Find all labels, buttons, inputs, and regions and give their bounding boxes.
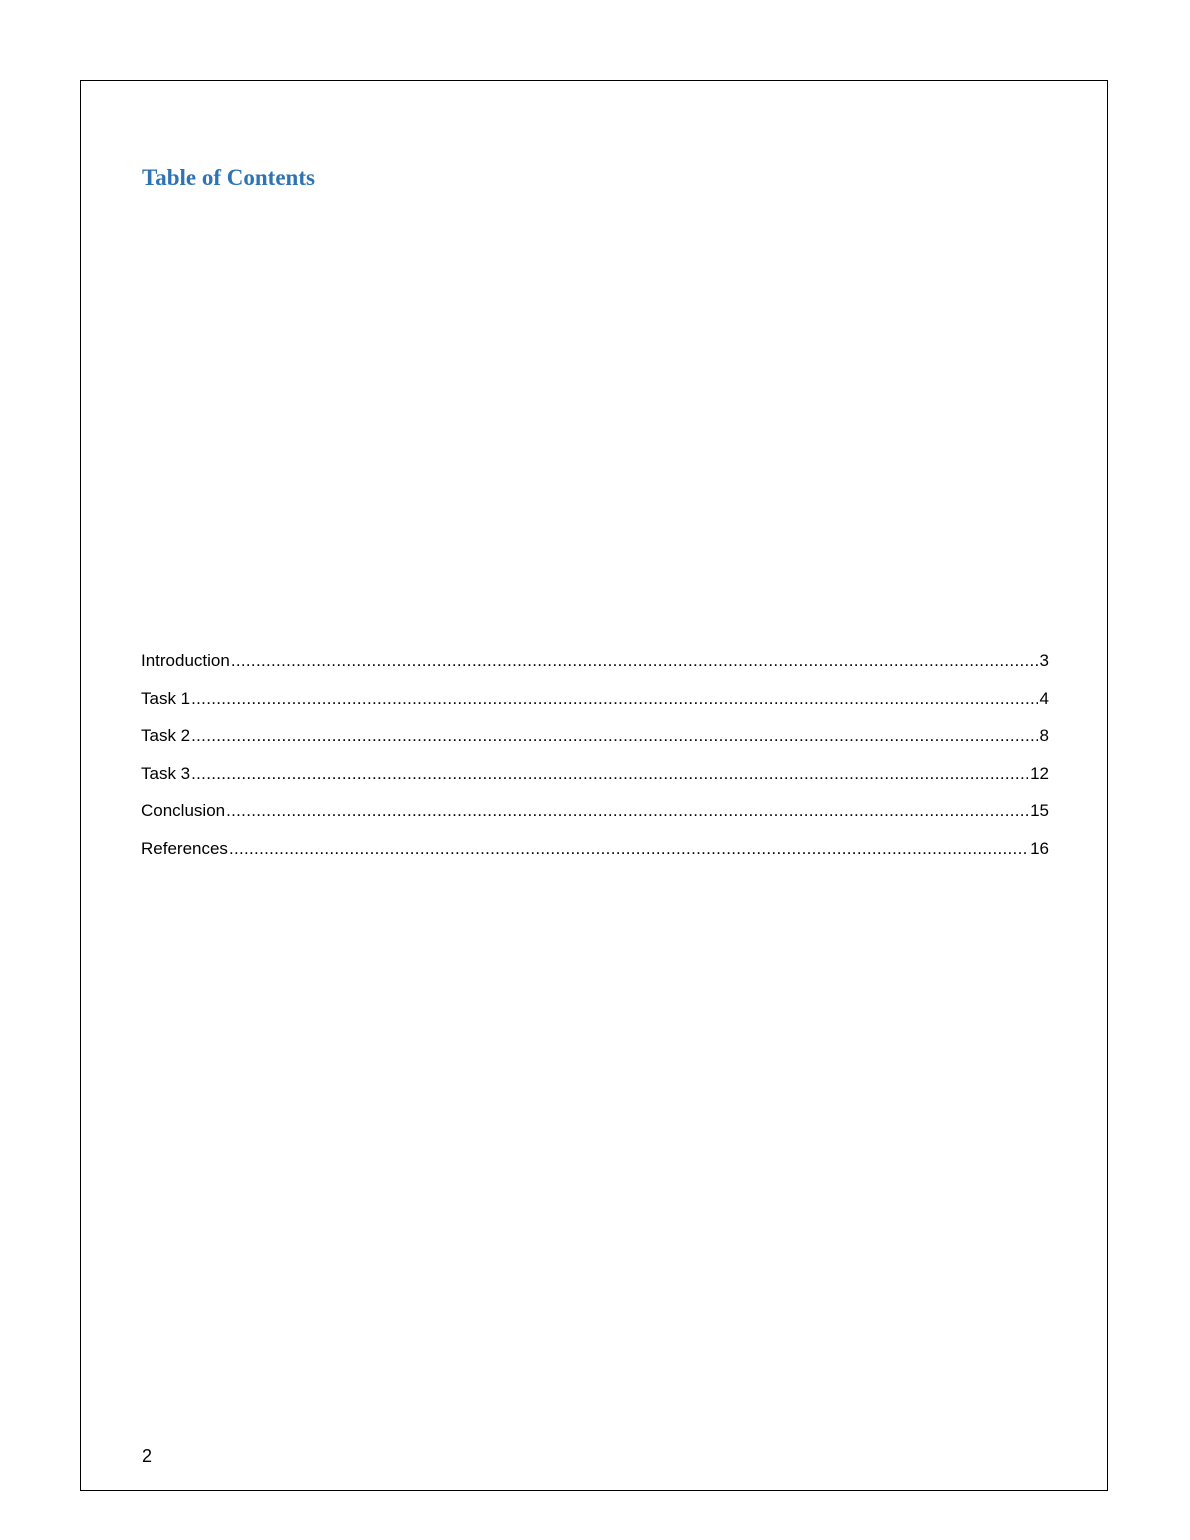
toc-entry-page: 16 [1030,838,1049,858]
toc-entry-title: Task 2 [141,726,191,745]
toc-entry-references[interactable] [141,837,1049,875]
toc-entry-page: 12 [1030,763,1049,783]
toc-dot-leader [191,724,1037,748]
toc-entry-conclusion[interactable] [141,799,1049,837]
toc-dot-leader [191,687,1037,711]
toc-entry-page: 4 [1039,688,1049,708]
toc-dot-leader [226,799,1028,823]
toc-entry-page: 15 [1030,801,1049,820]
toc-dot-leader [191,762,1028,786]
toc-entry-task-2[interactable] [141,724,1049,762]
toc-dot-leader [229,837,1028,861]
toc-entry-title: Task 3 [141,763,191,783]
page-number: 2 [142,1446,153,1466]
toc-entry-page: 3 [1039,651,1049,670]
toc-list [141,649,1049,874]
toc-entry-page: 8 [1039,726,1049,745]
toc-entry-title: Conclusion [141,801,226,820]
toc-heading: Table of Contents [142,165,315,190]
toc-entry-introduction[interactable] [141,649,1049,687]
toc-entry-task-1[interactable] [141,687,1049,725]
toc-dot-leader [231,649,1038,673]
toc-entry-title: Introduction [141,651,230,670]
toc-entry-task-3[interactable] [141,762,1049,800]
toc-entry-title: Task 1 [141,688,191,708]
toc-entry-title: References [141,838,228,858]
